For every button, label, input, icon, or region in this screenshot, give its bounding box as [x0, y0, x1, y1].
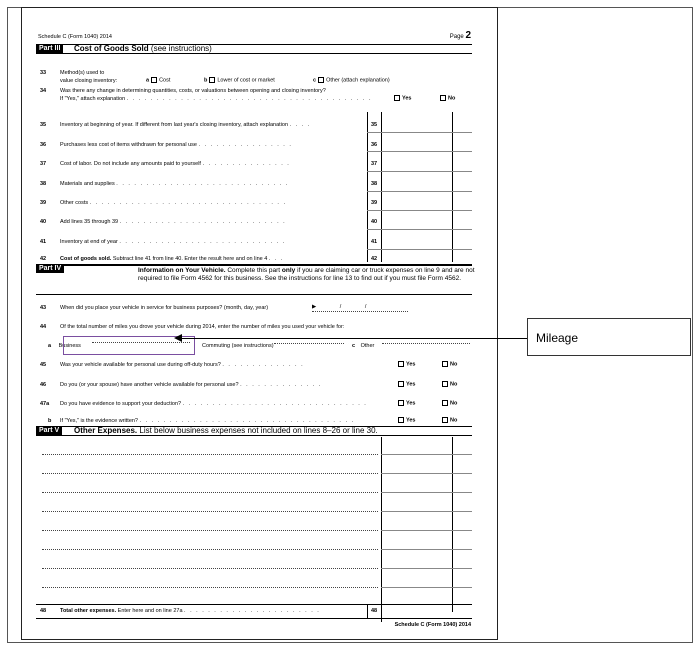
line35-box: 35 — [370, 122, 378, 128]
line46-number: 46 — [40, 382, 47, 388]
line43-number: 43 — [40, 305, 47, 311]
line40-box: 40 — [370, 219, 378, 225]
line47a-yes-checkbox[interactable] — [398, 400, 404, 406]
form-id-header: Schedule C (Form 1040) 2014 — [38, 34, 112, 40]
line47b-no: No — [440, 417, 457, 423]
mileage-callout: Mileage — [527, 318, 691, 356]
part5-tag: Part V — [36, 427, 62, 435]
line46-no-checkbox[interactable] — [442, 381, 448, 387]
callout-arrow-line — [180, 338, 527, 339]
cost-checkbox[interactable] — [151, 77, 157, 83]
line45-yes: Yes — [396, 361, 415, 367]
expense-row[interactable] — [42, 530, 378, 531]
other-method-checkbox[interactable] — [318, 77, 324, 83]
part4-intro: Information on Your Vehicle. Complete this part only if you are claiming car or truck expenses on line 9 and are not required to file Form 4562 for this business. See the instructions for line 13 to find out if you must file Form 4562. — [138, 267, 475, 282]
line48-box: 48 — [370, 608, 378, 614]
line44-text: Of the total number of miles you drove your vehicle during 2014, enter the number of miles you used your vehicle for: — [60, 324, 345, 330]
line44-number: 44 — [40, 324, 47, 330]
line42-box: 42 — [370, 256, 378, 262]
line38-box: 38 — [370, 181, 378, 187]
line33-number: 33 — [40, 70, 47, 76]
expense-row[interactable] — [42, 473, 378, 474]
page-number: Page 2 — [449, 30, 471, 41]
line48-text: Total other expenses. Enter here and on line 27a . . . . . . . . . . . . . . . . . . . . . . . — [60, 608, 321, 614]
line44b: Commuting (see instructions) — [202, 343, 274, 349]
line46-yes: Yes — [396, 381, 415, 387]
line34-no-checkbox[interactable] — [440, 95, 446, 101]
line43-text: When did you place your vehicle in service for business purposes? (month, day, year) — [60, 305, 269, 311]
line45-no-checkbox[interactable] — [442, 361, 448, 367]
expense-row[interactable] — [42, 454, 378, 455]
part4-tag: Part IV — [36, 265, 64, 273]
line35-number: 35 — [40, 122, 47, 128]
line37-number: 37 — [40, 161, 47, 167]
footer-form-id: Schedule C (Form 1040) 2014 — [394, 622, 471, 628]
line41-box: 41 — [370, 239, 378, 245]
line38-number: 38 — [40, 181, 47, 187]
line34-text1: Was there any change in determining quantities, costs, or valuations between opening and closing inventory? — [60, 88, 326, 94]
line34-no: No — [438, 95, 455, 101]
line47b-yes-checkbox[interactable] — [398, 417, 404, 423]
line47b-yes: Yes — [396, 417, 415, 423]
line46-yes-checkbox[interactable] — [398, 381, 404, 387]
part5-header — [36, 426, 472, 436]
part3-tag: Part III — [36, 45, 63, 53]
line47b-number: b — [48, 418, 52, 424]
line39-text: Other costs . . . . . . . . . . . . . . . . . . . . . . . . . . . . . . . . . — [60, 200, 287, 206]
expense-row[interactable] — [42, 492, 378, 493]
line38-text: Materials and supplies . . . . . . . . . . . . . . . . . . . . . . . . . . . . . — [60, 181, 289, 187]
line39-box: 39 — [370, 200, 378, 206]
part5-title: Other Expenses. List below business expenses not included on lines 8–26 or line 30. — [74, 426, 378, 435]
line33-text1: Method(s) used to — [60, 70, 105, 76]
line34-text2: If "Yes," attach explanation . . . . . . . . . . . . . . . . . . . . . . . . . . . . . . . . . . . . . . . . . — [60, 96, 372, 102]
line37-text: Cost of labor. Do not include any amounts paid to yourself . . . . . . . . . . . . . . . — [60, 161, 291, 167]
line39-number: 39 — [40, 200, 47, 206]
line45-no: No — [440, 361, 457, 367]
form-page — [21, 7, 498, 640]
expense-row[interactable] — [42, 549, 378, 550]
line42-number: 42 — [40, 256, 47, 262]
line36-text: Purchases less cost of items withdrawn for personal use . . . . . . . . . . . . . . . . — [60, 142, 293, 148]
line44a: a Business — [48, 343, 81, 349]
line45-text: Was your vehicle available for personal use during off-duty hours? . . . . . . . . . . . . . . — [60, 362, 305, 368]
line45-yes-checkbox[interactable] — [398, 361, 404, 367]
line46-no: No — [440, 381, 457, 387]
line44c: c Other — [352, 343, 375, 349]
line34-number: 34 — [40, 88, 47, 94]
expense-row[interactable] — [42, 511, 378, 512]
line48-number: 48 — [40, 608, 47, 614]
line41-number: 41 — [40, 239, 47, 245]
line33-option-b: b Lower of cost or market — [204, 77, 275, 84]
line40-number: 40 — [40, 219, 47, 225]
line36-box: 36 — [370, 142, 378, 148]
expense-row[interactable] — [42, 587, 378, 588]
callout-arrow-head-icon — [174, 334, 182, 342]
line47a-no-checkbox[interactable] — [442, 400, 448, 406]
line35-text: Inventory at beginning of year. If different from last year's closing inventory, attach explanation . . . . — [60, 122, 311, 128]
line41-text: Inventory at end of year . . . . . . . . . . . . . . . . . . . . . . . . . . . . — [60, 239, 286, 245]
line37-box: 37 — [370, 161, 378, 167]
vehicle-service-date[interactable]: ▶ / / — [312, 304, 408, 312]
line36-number: 36 — [40, 142, 47, 148]
line33-option-c: c Other (attach explanation) — [313, 77, 390, 84]
part3-title: Cost of Goods Sold (see instructions) — [74, 44, 212, 53]
line33-text2: value closing inventory: — [60, 78, 118, 84]
line33-option-a: a Cost — [146, 77, 171, 84]
expense-row[interactable] — [42, 568, 378, 569]
line46-text: Do you (or your spouse) have another vehicle available for personal use? . . . . . . . . . . . . . . — [60, 382, 322, 388]
line47a-text: Do you have evidence to support your deduction? . . . . . . . . . . . . . . . . . . . . . . . . . . . . . . . — [60, 401, 368, 407]
line47a-yes: Yes — [396, 400, 415, 406]
line42-text: Cost of goods sold. Subtract line 41 from line 40. Enter the result here and on line 4 . . . — [60, 256, 284, 262]
line34-yes: Yes — [392, 95, 411, 101]
line47a-number: 47a — [40, 401, 50, 407]
other-miles-input[interactable] — [382, 343, 470, 344]
line34-yes-checkbox[interactable] — [394, 95, 400, 101]
line40-text: Add lines 35 through 39 . . . . . . . . . . . . . . . . . . . . . . . . . . . . — [60, 219, 287, 225]
lower-cost-checkbox[interactable] — [209, 77, 215, 83]
line47b-no-checkbox[interactable] — [442, 417, 448, 423]
line45-number: 45 — [40, 362, 47, 368]
commuting-miles-input[interactable] — [274, 343, 344, 344]
line47a-no: No — [440, 400, 457, 406]
line47b-text: If "Yes," is the evidence written? . . . . . . . . . . . . . . . . . . . . . . . . . . . . . . . . . . . . — [60, 418, 355, 424]
part3-header — [36, 44, 472, 54]
